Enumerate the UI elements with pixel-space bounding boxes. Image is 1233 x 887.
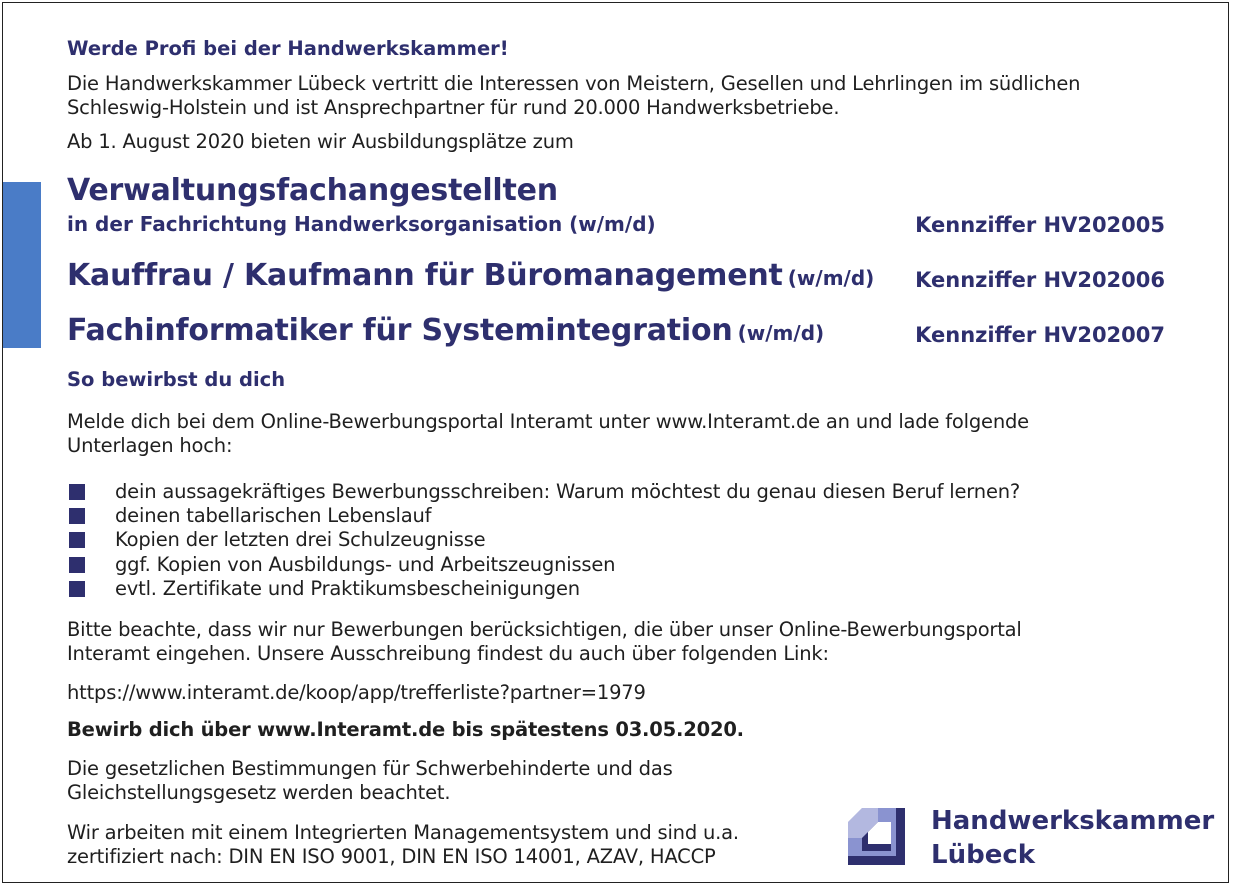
- job-listing-link[interactable]: https://www.interamt.de/koop/app/trefferliste?partner=1979: [67, 681, 646, 704]
- job-title-3: Fachinformatiker für Systemintegration: [67, 313, 733, 348]
- bullet-square-icon: [69, 508, 85, 524]
- job-subtitle-1: in der Fachrichtung Handwerksorganisation (w/m/d): [67, 212, 656, 236]
- list-item-text: evtl. Zertifikate und Praktikumsbescheinigungen: [115, 576, 580, 600]
- job-row-3: [67, 313, 824, 348]
- job-title-2: Kauffrau / Kaufmann für Büromanagement: [67, 258, 783, 293]
- job-advertisement: [2, 2, 1229, 883]
- accent-bar: [3, 182, 41, 348]
- list-item-text: dein aussagekräftiges Bewerbungsschreiben: Warum möchtest du genau diesen Beruf lernen?: [115, 480, 1021, 503]
- job-row-2: [67, 258, 874, 293]
- apply-heading: So bewirbst du dich: [67, 368, 286, 391]
- list-item: [69, 528, 1020, 552]
- legal-line-1: Die gesetzlichen Bestimmungen für Schwerbehinderte und das: [67, 757, 673, 780]
- note-line-2: Interamt eingehen. Unsere Ausschreibung findest du auch über folgenden Link:: [67, 642, 829, 665]
- apply-line-2: Unterlagen hoch:: [67, 434, 233, 457]
- job-title-1: Verwaltungsfachangestellten: [67, 173, 558, 208]
- headline: Werde Profi bei der Handwerkskammer!: [67, 37, 509, 60]
- bullet-square-icon: [69, 532, 85, 548]
- list-item-text: Kopien der letzten drei Schulzeugnisse: [115, 528, 486, 552]
- apply-line-1: Melde dich bei dem Online-Bewerbungsportal Interamt unter www.Interamt.de an und lade folgende: [67, 410, 1029, 433]
- intro-line-2: Schleswig-Holstein und ist Ansprechpartner für rund 20.000 Handwerksbetriebe.: [67, 96, 840, 119]
- cert-line-2: zertifiziert nach: DIN EN ISO 9001, DIN EN ISO 14001, AZAV, HACCP: [67, 845, 716, 868]
- bullet-square-icon: [69, 581, 85, 597]
- legal-line-2: Gleichstellungsgesetz werden beachtet.: [67, 781, 451, 804]
- logo-line-2: Lübeck: [931, 840, 1036, 870]
- list-item: [69, 553, 1020, 577]
- job-code-3: Kennziffer HV202007: [915, 323, 1165, 347]
- handwerkskammer-logo-icon: [848, 808, 905, 865]
- list-item: [69, 577, 1020, 601]
- bullet-square-icon: [69, 557, 85, 573]
- job-code-1: Kennziffer HV202005: [915, 213, 1165, 237]
- list-item-text: deinen tabellarischen Lebenslauf: [115, 504, 432, 528]
- cert-line-1: Wir arbeiten mit einem Integrierten Managementsystem und sind u.a.: [67, 821, 739, 844]
- job-code-2: Kennziffer HV202006: [915, 268, 1165, 292]
- logo-line-1: Handwerkskammer: [931, 806, 1215, 836]
- bullet-square-icon: [69, 484, 85, 500]
- job-suffix-2: (w/m/d): [787, 266, 875, 290]
- list-item: [69, 480, 1020, 504]
- intro-offer: Ab 1. August 2020 bieten wir Ausbildungsplätze zum: [67, 130, 574, 153]
- list-item: [69, 504, 1020, 528]
- deadline: Bewirb dich über www.Interamt.de bis spätestens 03.05.2020.: [67, 718, 744, 741]
- logo-wordmark: [931, 804, 1214, 872]
- note-line-1: Bitte beachte, dass wir nur Bewerbungen berücksichtigen, die über unser Online-Bewerbungsportal: [67, 618, 1022, 641]
- document-list: [69, 480, 1020, 601]
- list-item-text: ggf. Kopien von Ausbildungs- und Arbeitszeugnissen: [115, 552, 616, 576]
- intro-line-1: Die Handwerkskammer Lübeck vertritt die Interessen von Meistern, Gesellen und Lehrlingen im südlichen: [67, 72, 1081, 95]
- job-suffix-3: (w/m/d): [737, 321, 825, 345]
